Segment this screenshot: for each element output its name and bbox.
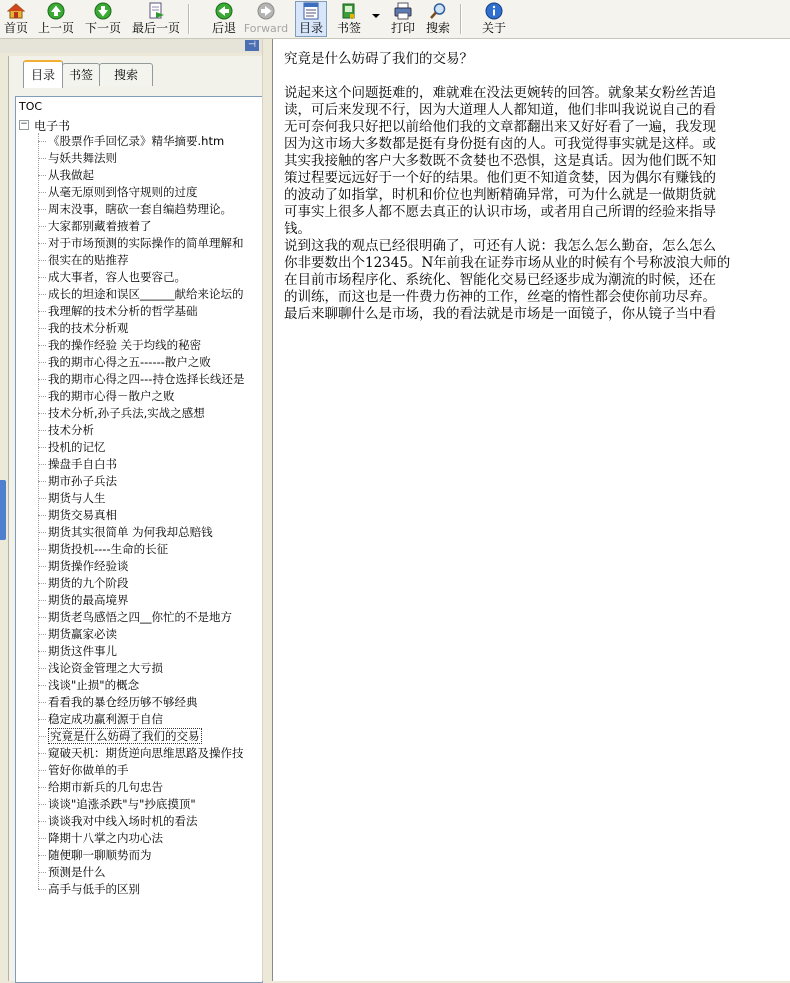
back-arrow-icon bbox=[215, 2, 233, 20]
tree-item-label: 我理解的技术分析的哲学基础 bbox=[48, 304, 198, 318]
tree-item[interactable] bbox=[38, 558, 244, 575]
tree-item-label: 窥破天机：期货逆向思维思路及操作技 bbox=[48, 746, 244, 760]
bookmark-icon bbox=[340, 2, 358, 20]
next-page-button[interactable] bbox=[83, 2, 123, 36]
tab-toc-label: 目录 bbox=[30, 68, 55, 82]
tree-item-label: 高手与低手的区别 bbox=[48, 882, 140, 896]
tree-item[interactable] bbox=[38, 677, 244, 694]
tree-item[interactable] bbox=[38, 133, 244, 150]
tree-item[interactable] bbox=[38, 150, 244, 167]
tree-item-label: 给期市新兵的几句忠告 bbox=[48, 780, 163, 794]
toolbar-separator bbox=[188, 4, 190, 34]
document-line: 无可奈何我只好把以前给他们我的文章都翻出来又好好看了一遍，我发现 bbox=[284, 119, 716, 135]
tree-item[interactable] bbox=[38, 320, 244, 337]
tree-item[interactable] bbox=[38, 269, 244, 286]
tree-item[interactable] bbox=[38, 660, 244, 677]
toc-button[interactable] bbox=[295, 1, 327, 37]
tab-search[interactable] bbox=[99, 63, 153, 86]
tree-item-label: 对于市场预测的实际操作的简单理解和 bbox=[48, 236, 244, 250]
home-button[interactable] bbox=[2, 2, 30, 36]
tree-item-label: 期货其实很简单 为何我却总赔钱 bbox=[48, 525, 213, 539]
arrow-up-icon bbox=[47, 2, 65, 20]
document-line: 说到这我的观点已经很明确了，可还有人说：我怎么怎么勤奋，怎么怎么 bbox=[284, 238, 716, 254]
tree-item-label: 很实在的贴推荐 bbox=[48, 253, 129, 267]
tree-item[interactable] bbox=[38, 422, 244, 439]
tree-item[interactable] bbox=[38, 507, 244, 524]
search-label: 搜索 bbox=[425, 21, 450, 35]
forward-arrow-icon bbox=[257, 2, 275, 20]
tree-item[interactable] bbox=[38, 490, 244, 507]
document-title: 究竟是什么妨碍了我们的交易？ bbox=[284, 51, 473, 67]
tree-item-label: 我的期市心得－散户之败 bbox=[48, 389, 175, 403]
tab-bookmarks[interactable] bbox=[62, 63, 100, 86]
tree-item-label: 期货的九个阶段 bbox=[48, 576, 129, 590]
tree-item-label: 周末没事，瞎砍一套自编趋势理论。 bbox=[48, 202, 232, 216]
tree-item[interactable] bbox=[38, 439, 244, 456]
tree-item-label: 我的操作经验 关于均线的秘密 bbox=[48, 338, 202, 352]
next-page-label: 下一页 bbox=[84, 21, 121, 35]
print-button[interactable] bbox=[389, 2, 417, 36]
tree-item-label: 期货老鸟感悟之四__你忙的不是地方 bbox=[48, 610, 232, 624]
document-line: 可事实上很多人都不愿去真正的认识市场，或者用自己所谓的经验来指导 bbox=[284, 204, 716, 220]
tree-item[interactable] bbox=[38, 592, 244, 609]
tree-item[interactable] bbox=[38, 762, 244, 779]
bookmark-dropdown-icon[interactable] bbox=[372, 14, 380, 18]
bookmark-label: 书签 bbox=[336, 21, 361, 35]
tree-item-label: 我的期市心得之四---持仓选择长线还是 bbox=[48, 372, 245, 386]
bookmark-button[interactable] bbox=[334, 2, 364, 36]
home-icon bbox=[7, 2, 25, 20]
back-label: 后退 bbox=[211, 21, 236, 35]
tree-item[interactable] bbox=[38, 575, 244, 592]
tree-items bbox=[38, 133, 244, 898]
tree-item-label: 稳定成功赢利源于自信 bbox=[48, 712, 163, 726]
tree-item-label: 期货操作经验谈 bbox=[48, 559, 129, 573]
edge-handle[interactable] bbox=[0, 480, 6, 540]
document-line: 因为这市场大多数都是挺有身份挺有卤的人。可我觉得事实就是这样。或 bbox=[284, 136, 716, 152]
document-line: 的训练，而这也是一件费力伤神的工作，丝毫的惰性都会使你前功尽弃。 bbox=[284, 289, 716, 305]
toc-root: TOC bbox=[19, 100, 43, 113]
pane-header bbox=[0, 39, 262, 53]
tree-item-label: 与妖共舞法则 bbox=[48, 151, 117, 165]
tree-item-label: 浅谈"止损"的概念 bbox=[48, 678, 140, 692]
print-label: 打印 bbox=[390, 21, 415, 35]
home-label: 首页 bbox=[3, 21, 28, 35]
tree-item-label: 期货投机----生命的长征 bbox=[48, 542, 169, 556]
document-line: 说起来这个问题挺难的，难就难在没法更婉转的回答。就象某女粉丝苦追 bbox=[284, 85, 716, 101]
tree-item[interactable] bbox=[38, 830, 244, 847]
tree-item-label: 大家都别藏着掖着了 bbox=[48, 219, 152, 233]
tree-node-book-label: 电子书 bbox=[34, 118, 71, 133]
tree-item-label: 预测是什么 bbox=[48, 865, 106, 879]
toc-icon bbox=[302, 2, 320, 20]
document-line: 钱。 bbox=[284, 221, 311, 237]
document-line: 读，可后来发现不行，因为大道理人人都知道，他们非叫我说说自己的看 bbox=[284, 102, 716, 118]
tab-bookmarks-label: 书签 bbox=[68, 68, 93, 82]
document-body bbox=[284, 51, 790, 323]
document-line: 策过程要远远好于一个好的结果。他们更不知道贪婪，因为偶尔有赚钱的 bbox=[284, 170, 716, 186]
tree-item-label: 成大事者，容人也要容己。 bbox=[48, 270, 186, 284]
back-button[interactable] bbox=[210, 2, 238, 36]
tree-item-label: 降期十八掌之内功心法 bbox=[48, 831, 163, 845]
tree-item-label: 谈谈"追涨杀跌"与"抄底摸顶" bbox=[48, 797, 196, 811]
tree-item-label: 管好你做单的手 bbox=[48, 763, 129, 777]
document-view bbox=[272, 39, 790, 981]
tab-toc[interactable] bbox=[23, 60, 63, 88]
tree-item[interactable] bbox=[38, 371, 244, 388]
navigation-panel bbox=[8, 56, 263, 981]
tree-item[interactable] bbox=[38, 286, 244, 303]
prev-page-label: 上一页 bbox=[37, 21, 74, 35]
tree-item-label: 操盘手自白书 bbox=[48, 457, 117, 471]
toc-label: 目录 bbox=[298, 21, 323, 35]
tree-item-label: 浅论资金管理之大亏损 bbox=[48, 661, 163, 675]
toolbar bbox=[0, 0, 790, 39]
document-line: 的波动了如指掌，时机和价位也判断精确异常，可为什么就是一做期货就 bbox=[284, 187, 716, 203]
tree-item[interactable] bbox=[38, 643, 244, 660]
tree-item[interactable] bbox=[38, 609, 244, 626]
forward-label: Forward bbox=[243, 22, 289, 35]
tree-item-label: 看看我的暴仓经历够不够经典 bbox=[48, 695, 198, 709]
document-line: 最后来聊聊什么是市场，我的看法就是市场是一面镜子，你从镜子当中看 bbox=[284, 306, 716, 322]
tree-item[interactable] bbox=[38, 524, 244, 541]
tree-item[interactable] bbox=[38, 235, 244, 252]
tree-item-label: 期货赢家必读 bbox=[48, 627, 117, 641]
tree-item-label: 期货这件事儿 bbox=[48, 644, 117, 658]
about-label: 关于 bbox=[481, 21, 506, 35]
forward-button[interactable] bbox=[244, 2, 288, 36]
tree-item-label: 期货交易真相 bbox=[48, 508, 117, 522]
tree-item-label: 成长的坦途和误区______献给来论坛的 bbox=[48, 287, 244, 301]
pin-icon[interactable]: ⊣ bbox=[245, 40, 259, 51]
tree-item[interactable] bbox=[38, 864, 244, 881]
tree-item-label: 期货的最高境界 bbox=[48, 593, 129, 607]
document-line: 在目前市场程序化、系统化、智能化交易已经逐步成为潮流的时候，还在 bbox=[284, 272, 716, 288]
tree-item-label: 《股票作手回忆录》精华摘要.htm bbox=[48, 134, 225, 148]
tree-item[interactable] bbox=[38, 847, 244, 864]
toolbar-separator bbox=[460, 4, 462, 34]
document-text bbox=[284, 85, 790, 323]
tree-item[interactable] bbox=[38, 201, 244, 218]
tree-item-label: 技术分析 bbox=[48, 423, 94, 437]
prev-page-button[interactable] bbox=[36, 2, 76, 36]
tree-item-label: 从我做起 bbox=[48, 168, 94, 182]
tree-item[interactable] bbox=[38, 405, 244, 422]
search-icon bbox=[429, 2, 447, 20]
arrow-down-icon bbox=[94, 2, 112, 20]
tree-item[interactable] bbox=[38, 694, 244, 711]
tree-node-book[interactable] bbox=[19, 117, 70, 133]
tree-item[interactable] bbox=[38, 337, 244, 354]
document-line: 其实我接触的客户大多数既不贪婪也不恐惧，这是真话。因为他们既不知 bbox=[284, 153, 716, 169]
search-button[interactable] bbox=[424, 2, 452, 36]
tree-item-label: 投机的记忆 bbox=[48, 440, 106, 454]
tree-item[interactable] bbox=[38, 218, 244, 235]
tree-item[interactable] bbox=[38, 881, 244, 898]
collapse-icon[interactable]: − bbox=[20, 119, 28, 129]
tree-item-label: 究竟是什么妨碍了我们的交易 bbox=[50, 729, 200, 743]
document-line: 你非要数出个12345。N年前我在证券市场从业的时候有个号称波浪大师的 bbox=[284, 255, 731, 271]
tab-search-label: 搜索 bbox=[113, 68, 138, 82]
toc-tree[interactable] bbox=[15, 96, 263, 983]
tree-item-label: 随便聊一聊顺势而为 bbox=[48, 848, 152, 862]
tree-item[interactable] bbox=[38, 252, 244, 269]
last-page-button[interactable] bbox=[130, 2, 182, 36]
tree-item[interactable] bbox=[38, 303, 244, 320]
tree-item-label: 期货与人生 bbox=[48, 491, 106, 505]
tree-item[interactable] bbox=[38, 626, 244, 643]
tree-item[interactable] bbox=[38, 354, 244, 371]
tree-item[interactable] bbox=[38, 167, 244, 184]
tree-item-label: 从毫无原则到恪守规则的过度 bbox=[48, 185, 198, 199]
tree-item[interactable] bbox=[38, 541, 244, 558]
tree-item-label: 我的技术分析观 bbox=[48, 321, 129, 335]
info-icon bbox=[485, 2, 503, 20]
tree-item[interactable] bbox=[38, 711, 244, 728]
tree-item[interactable] bbox=[38, 388, 244, 405]
tree-item-label: 我的期市心得之五------散户之败 bbox=[48, 355, 211, 369]
last-page-label: 最后一页 bbox=[131, 21, 180, 35]
tree-item[interactable] bbox=[38, 813, 244, 830]
tree-item[interactable] bbox=[38, 456, 244, 473]
tree-item[interactable] bbox=[38, 184, 244, 201]
tree-item[interactable] bbox=[38, 728, 244, 745]
printer-icon bbox=[394, 2, 412, 20]
tree-item[interactable] bbox=[38, 473, 244, 490]
tree-item[interactable] bbox=[38, 796, 244, 813]
tree-item[interactable] bbox=[38, 779, 244, 796]
tree-item-label: 谈谈我对中线入场时机的看法 bbox=[48, 814, 198, 828]
about-button[interactable] bbox=[480, 2, 508, 36]
last-page-icon bbox=[147, 2, 165, 20]
tree-item-label: 技术分析,孙子兵法,实战之感想 bbox=[48, 406, 205, 420]
tree-item[interactable] bbox=[38, 745, 244, 762]
tree-item-label: 期市孙子兵法 bbox=[48, 474, 117, 488]
